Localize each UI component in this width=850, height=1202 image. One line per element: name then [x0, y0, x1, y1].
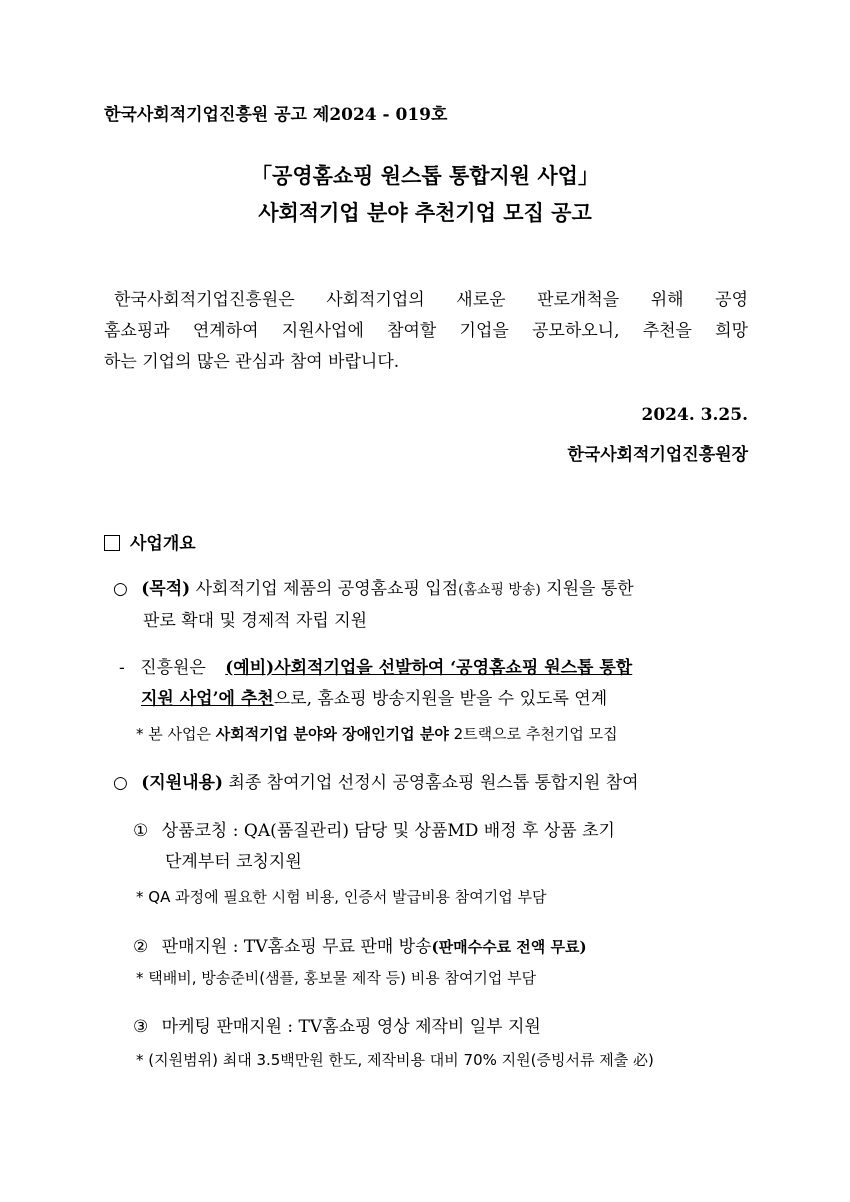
dash-lead: 진흥원은 [140, 658, 206, 678]
note-post: 2트랙으로 추천기업 모집 [453, 725, 618, 743]
purpose-small-text: (홈쇼핑 방송) [458, 582, 541, 598]
note-bold: 사회적기업 분야와 장애인기업 분야 [215, 725, 449, 743]
dash-underlined-2: 지원 사업’에 추천 [141, 689, 274, 709]
title-line-2: 사회적기업 분야 추천기업 모집 공고 [258, 200, 592, 225]
title-line-1: 「공영홈쇼핑 원스톱 통합지원 사업」 [251, 163, 599, 188]
support-text: 최종 참여기업 선정시 공영홈쇼핑 원스톱 통합지원 참여 [228, 773, 639, 793]
item-text: 상품코칭 : QA(품질관리) 담당 및 상품MD 배정 후 상품 초기 [161, 821, 615, 841]
item-3-note: * (지원범위) 최대 3.5백만원 한도, 제작비용 대비 70% 지원(증빙서류 제출 必) [136, 1051, 654, 1069]
purpose-line-1 [113, 574, 634, 599]
notice-date: 2024. 3.25. [641, 405, 748, 425]
purpose-text-end: 지원을 통한 [546, 579, 634, 599]
intro-line-2: 홈쇼핑과 연계하여 지원사업에 참여할 기업을 공모하오니, 추천을 희망 [104, 321, 748, 341]
item-1-line-1 [133, 816, 615, 841]
section-heading [104, 529, 196, 554]
note-pre: 본 사업은 [148, 725, 212, 743]
item-bold-text: (판매수수료 전액 무료) [431, 938, 587, 956]
item-2-note: * 택배비, 방송준비(샘플, 홍보물 제작 등) 비용 참여기업 부담 [136, 969, 537, 987]
item-1-note: * QA 과정에 필요한 시험 비용, 인증서 발급비용 참여기업 부담 [136, 888, 547, 906]
dash-item-line-2 [141, 684, 607, 709]
support-label: (지원내용) [141, 773, 224, 793]
item-1-line-2: 단계부터 코칭지원 [165, 852, 302, 872]
note-tracks [136, 723, 618, 744]
intro-line-1: 한국사회적기업진흥원은 사회적기업의 새로운 판로개척을 위해 공영 [114, 290, 748, 310]
purpose-label: (목적) [141, 579, 191, 599]
item-2-line-1 [133, 932, 587, 957]
issuer: 한국사회적기업진흥원장 [567, 445, 748, 465]
item-text: 마케팅 판매지원 : TV홈쇼핑 영상 제작비 일부 지원 [161, 1017, 541, 1037]
circle-bullet: ○ [113, 773, 128, 793]
section-heading-label: 사업개요 [130, 534, 196, 554]
dash-rest: 으로, 홈쇼핑 방송지원을 받을 수 있도록 연계 [273, 689, 608, 709]
dash-bullet: - [119, 658, 125, 678]
support-line [113, 768, 639, 793]
item-number: ② [133, 937, 149, 957]
item-number: ① [133, 821, 149, 841]
circle-bullet: ○ [113, 579, 128, 599]
note-star: * [136, 725, 144, 743]
item-number: ③ [133, 1017, 149, 1037]
notice-number: 한국사회적기업진흥원 공고 제2024 - 019호 [104, 105, 448, 125]
item-text: 판매지원 : TV홈쇼핑 무료 판매 방송 [161, 937, 432, 957]
item-3-line-1 [133, 1012, 541, 1037]
dash-underlined-1: (예비)사회적기업을 선발하여 ‘공영홈쇼핑 원스톱 통합 [225, 658, 633, 678]
purpose-line-2: 판로 확대 및 경제적 자립 지원 [143, 611, 368, 631]
checkbox-square-icon [104, 535, 120, 551]
purpose-text: 사회적기업 제품의 공영홈쇼핑 입점 [195, 579, 459, 599]
intro-line-3: 하는 기업의 많은 관심과 참여 바랍니다. [104, 352, 400, 372]
dash-item-line-1 [119, 653, 632, 678]
